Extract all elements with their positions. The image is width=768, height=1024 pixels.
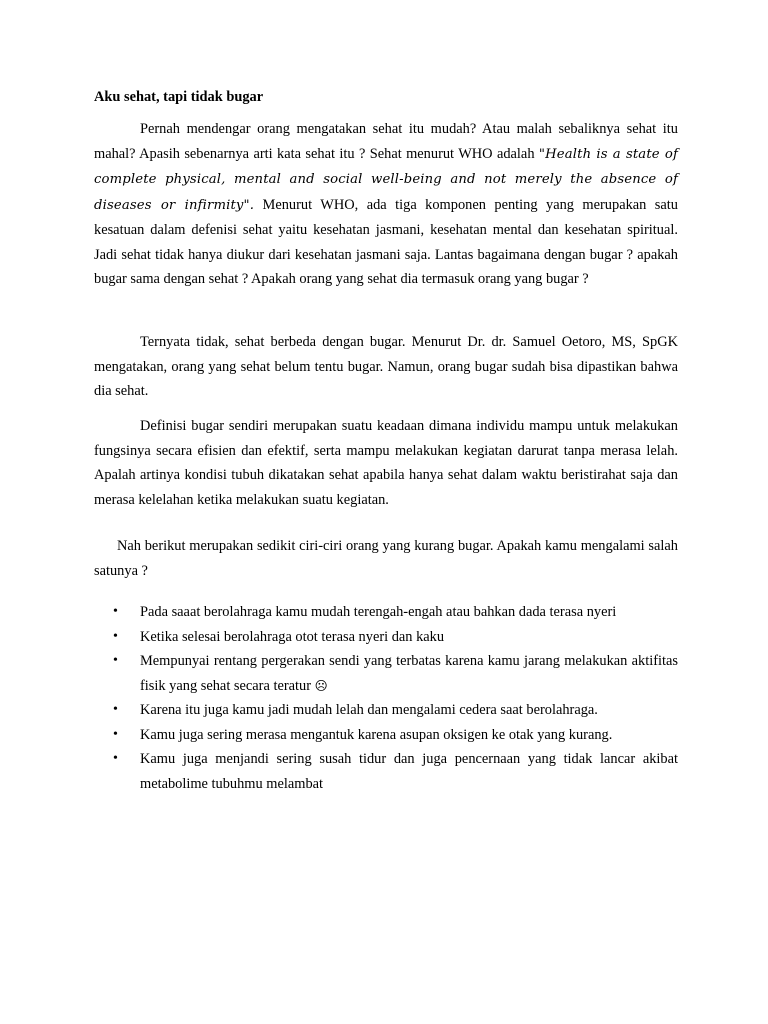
paragraph-who-definition	[94, 117, 678, 292]
list-item-text: Karena itu juga kamu jadi mudah lelah dan mengalami cedera saat berolahraga.	[140, 702, 598, 718]
document-title: Aku sehat, tapi tidak bugar	[94, 89, 264, 105]
list-item-text: Ketika selesai berolahraga otot terasa nyeri dan kaku	[140, 628, 445, 645]
sad-face-icon: ☹	[314, 677, 328, 693]
paragraph-ciri-intro: Nah berikut merupakan sedikit ciri-ciri orang yang kurang bugar. Apakah kamu mengalami salah satunya ?	[94, 538, 678, 579]
paragraph-rest-text: Menurut WHO, ada tiga komponen penting yang merupakan satu kesatuan dalam defenisi sehat yaitu kesehatan jasmani, kesehatan mental dan kesehatan spiritual. Jadi sehat tidak hanya diukur dari kesehatan jasmani saja. Lantas bagaimana dengan bugar ? apakah bugar sama dengan sehat ? Apakah orang yang sehat dia termasuk orang yang bugar ?	[94, 196, 678, 287]
bullet-icon: •	[113, 628, 118, 644]
bullet-icon: •	[113, 751, 118, 766]
list-item-text: Mempunyai rentang pergerakan sendi yang terbatas karena kamu jarang melakukan aktifitas fisik yang sehat secara teratur	[140, 653, 678, 694]
list-item	[94, 649, 678, 698]
paragraph-sehat-vs-bugar: Ternyata tidak, sehat berbeda dengan bugar. Menurut Dr. dr. Samuel Oetoro, MS, SpGK mengatakan, orang yang sehat belum tentu bugar. Namun, orang bugar sudah bisa dipastikan bahwa dia sehat.	[94, 334, 678, 399]
list-item-text: Kamu juga menjandi sering susah tidur dan juga pencernaan yang tidak lancar akibat metabolime tubuhmu melambat	[140, 751, 678, 792]
paragraph-intro-text: Pernah mendengar orang mengatakan sehat itu mudah? Atau malah sebaliknya sehat itu mahal? Apasih sebenarnya arti kata sehat itu ? Sehat menurut WHO adalah	[94, 121, 678, 162]
bullet-icon: •	[113, 726, 118, 742]
paragraph-definisi-bugar: Definisi bugar sendiri merupakan suatu keadaan dimana individu mampu untuk melakukan fungsinya secara efisien dan efektif, serta mampu melakukan kegiatan darurat tanpa merasa lelah. Apalah artinya kondisi tubuh dikatakan sehat apabila hanya sehat dalam waktu beristirahat saja dan merasa kelelahan ketika melakukan suatu kegiatan.	[94, 418, 678, 508]
bullet-icon: •	[113, 604, 118, 619]
list-item-text: Pada saaat berolahraga kamu mudah terengah-engah atau bahkan dada terasa nyeri	[140, 604, 617, 620]
list-item	[94, 723, 678, 748]
list-item	[94, 600, 678, 625]
list-item	[94, 625, 678, 650]
list-item-text: Kamu juga sering merasa mengantuk karena asupan oksigen ke otak yang kurang.	[140, 726, 613, 743]
who-quote: "Health is a state of complete physical, mental and social well-being and not merely the absence of diseases or infirmity".	[94, 146, 678, 213]
bullet-icon: •	[113, 653, 118, 668]
ciri-list	[94, 600, 678, 796]
bullet-icon: •	[113, 702, 118, 717]
list-item	[94, 698, 678, 723]
list-item	[94, 747, 678, 796]
